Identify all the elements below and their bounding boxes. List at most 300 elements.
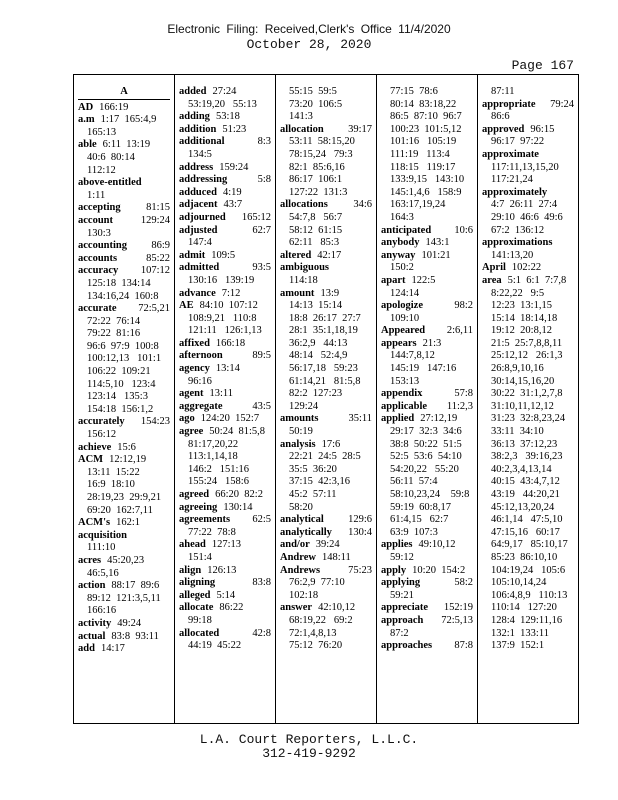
index-entry bbox=[280, 262, 372, 275]
index-refs: 85:22 bbox=[146, 252, 170, 264]
index-refs: 29:10 46:6 49:6 bbox=[491, 211, 563, 223]
index-word: agreed bbox=[179, 489, 210, 500]
index-refs: 40:15 43:4,7,12 bbox=[491, 476, 560, 488]
index-entry bbox=[179, 212, 271, 225]
index-word: applied bbox=[381, 413, 415, 425]
index-word: allocate bbox=[179, 602, 214, 614]
index-entry bbox=[179, 590, 271, 603]
index-refs: 5:8 bbox=[257, 174, 271, 186]
index-continuation bbox=[78, 152, 170, 165]
index-refs: 57:8 bbox=[454, 388, 473, 400]
index-entry bbox=[280, 199, 372, 212]
index-word: analytical bbox=[280, 514, 324, 526]
index-refs: 21:5 25:7,8,8,11 bbox=[491, 337, 563, 349]
index-refs: 96:16 bbox=[188, 375, 212, 387]
index-word: advance bbox=[179, 287, 216, 299]
index-refs: 64:9,17 85:10,17 bbox=[491, 539, 568, 551]
index-continuation bbox=[280, 149, 372, 162]
index-entry bbox=[381, 237, 473, 250]
index-refs: 130:3 bbox=[87, 227, 111, 239]
index-entry bbox=[179, 199, 271, 212]
index-refs: 85:23 86:10,10 bbox=[491, 551, 558, 563]
index-continuation bbox=[381, 376, 473, 389]
index-refs: 66:20 82:2 bbox=[215, 489, 263, 500]
index-refs: 37:15 42:3,16 bbox=[289, 476, 350, 488]
index-entry bbox=[381, 577, 473, 590]
index-continuation bbox=[280, 86, 372, 99]
index-continuation bbox=[78, 353, 170, 366]
index-word: ago bbox=[179, 413, 195, 425]
index-refs: 5:1 6:1 7:7,8 bbox=[507, 274, 567, 286]
index-refs: 75:23 bbox=[348, 564, 372, 576]
index-word: Andrew bbox=[280, 551, 316, 563]
index-column-3 bbox=[275, 75, 376, 723]
index-entry bbox=[78, 253, 170, 266]
index-entry bbox=[381, 401, 473, 414]
index-word: ACM bbox=[78, 454, 104, 466]
index-refs: 82:2 127:23 bbox=[289, 388, 343, 400]
index-refs: 14:17 bbox=[100, 643, 125, 655]
index-continuation bbox=[381, 124, 473, 137]
index-continuation bbox=[280, 401, 372, 414]
index-entry bbox=[179, 489, 271, 502]
index-entry bbox=[280, 514, 372, 527]
index-refs: 55:15 59:5 bbox=[289, 86, 337, 97]
index-refs: 26:8,9,10,16 bbox=[491, 363, 544, 375]
index-continuation bbox=[179, 275, 271, 288]
index-refs: 48:14 52:4,9 bbox=[289, 350, 348, 362]
index-entry bbox=[179, 388, 271, 401]
index-refs: 58:10,23,24 59:8 bbox=[390, 489, 470, 500]
index-refs: 46:1,14 47:5,10 bbox=[491, 514, 563, 526]
index-word: area bbox=[482, 274, 502, 286]
index-word: addition bbox=[179, 123, 217, 135]
index-refs: 123:14 135:3 bbox=[87, 391, 148, 403]
index-entry bbox=[179, 124, 271, 137]
index-continuation bbox=[78, 228, 170, 241]
index-word: achieve bbox=[78, 441, 112, 453]
index-refs: 58:2 bbox=[454, 577, 473, 589]
index-refs: 144:7,8,12 bbox=[390, 350, 435, 362]
index-word: affixed bbox=[179, 337, 210, 349]
index-continuation bbox=[78, 291, 170, 304]
index-refs: 133:9,15 143:10 bbox=[390, 174, 465, 186]
index-entry bbox=[179, 187, 271, 200]
index-refs: 84:10 107:12 bbox=[199, 300, 258, 312]
index-refs: 13:14 bbox=[215, 363, 240, 375]
index-word: anticipated bbox=[381, 224, 432, 236]
index-refs: 104:19,24 105:6 bbox=[491, 564, 566, 576]
index-entry bbox=[482, 99, 574, 112]
index-refs: 2:6,11 bbox=[446, 325, 473, 337]
index-word: apologize bbox=[381, 300, 423, 312]
index-word: adduced bbox=[179, 186, 217, 198]
index-refs: 114:5,10 123:4 bbox=[87, 378, 156, 390]
index-refs: 81:15 bbox=[146, 202, 170, 214]
index-refs: 35:11 bbox=[348, 413, 372, 425]
index-entry bbox=[280, 250, 372, 263]
index-refs: 30:22 31:1,2,7,8 bbox=[491, 388, 563, 400]
index-continuation bbox=[381, 262, 473, 275]
index-entry bbox=[179, 401, 271, 414]
index-word: analytically bbox=[280, 526, 332, 538]
index-entry bbox=[179, 426, 271, 439]
index-refs: 12:12,19 bbox=[109, 454, 147, 466]
index-refs: 58:20 bbox=[289, 501, 313, 513]
index-word: allocation bbox=[280, 123, 324, 135]
index-continuation bbox=[280, 350, 372, 363]
index-continuation bbox=[280, 376, 372, 389]
index-continuation bbox=[482, 162, 574, 175]
index-refs: 165:13 bbox=[87, 126, 117, 138]
index-refs: 86:17 106:1 bbox=[289, 174, 343, 186]
index-continuation bbox=[179, 439, 271, 452]
index-continuation bbox=[482, 388, 574, 401]
index-column-4 bbox=[376, 75, 477, 723]
index-continuation bbox=[280, 388, 372, 401]
index-refs: 45:20,23 bbox=[107, 554, 145, 566]
index-refs: 122:5 bbox=[411, 274, 436, 286]
index-refs: 18:8 26:17 27:7 bbox=[289, 312, 361, 324]
index-word: appropriate bbox=[482, 98, 536, 110]
index-continuation bbox=[78, 328, 170, 341]
index-continuation bbox=[482, 502, 574, 515]
index-refs: 49:10,12 bbox=[418, 539, 456, 551]
index-word: approximate bbox=[482, 148, 539, 160]
index-refs: 129:24 bbox=[140, 214, 170, 226]
index-refs: 145:19 147:16 bbox=[390, 363, 457, 375]
index-continuation bbox=[482, 350, 574, 363]
index-continuation bbox=[179, 615, 271, 628]
index-refs: 13:11 15:22 bbox=[87, 466, 140, 478]
index-refs: 148:11 bbox=[321, 551, 351, 563]
index-refs: 25:12,12 26:1,3 bbox=[491, 350, 563, 362]
index-refs: 73:20 106:5 bbox=[289, 98, 343, 110]
index-refs: 15:6 bbox=[117, 441, 136, 453]
index-word: aligning bbox=[179, 577, 216, 589]
index-continuation bbox=[482, 602, 574, 615]
index-refs: 40:6 80:14 bbox=[87, 151, 135, 163]
index-column-1 bbox=[74, 75, 174, 723]
index-entry bbox=[179, 514, 271, 527]
index-refs: 130:14 bbox=[223, 501, 253, 513]
index-continuation bbox=[482, 401, 574, 414]
index-refs: 42:17 bbox=[317, 249, 342, 261]
index-word: apart bbox=[381, 274, 406, 286]
index-continuation bbox=[179, 325, 271, 338]
index-entry bbox=[482, 124, 574, 137]
index-continuation bbox=[280, 325, 372, 338]
index-word: alleged bbox=[179, 589, 211, 601]
index-refs: 132:1 133:11 bbox=[491, 627, 549, 639]
index-table bbox=[73, 74, 579, 724]
index-refs: 5:14 bbox=[216, 589, 236, 601]
index-refs: 96:17 97:22 bbox=[491, 136, 545, 148]
index-word: accuracy bbox=[78, 265, 119, 277]
index-continuation bbox=[482, 451, 574, 464]
index-refs: 35:5 36:20 bbox=[289, 463, 337, 475]
index-continuation bbox=[482, 111, 574, 124]
index-continuation bbox=[482, 476, 574, 489]
index-refs: 62:5 bbox=[252, 514, 271, 526]
index-continuation bbox=[482, 565, 574, 578]
index-continuation bbox=[179, 313, 271, 326]
index-continuation bbox=[381, 212, 473, 225]
index-word: AD bbox=[78, 101, 94, 113]
index-refs: 93:5 bbox=[252, 262, 271, 274]
index-refs: 47:15,16 60:17 bbox=[491, 526, 560, 538]
index-refs: 125:18 134:14 bbox=[87, 277, 151, 289]
index-refs: 113:1,14,18 bbox=[188, 451, 238, 463]
index-refs: 101:16 105:19 bbox=[390, 136, 457, 148]
index-continuation bbox=[482, 325, 574, 338]
index-refs: 31:23 32:8,23,24 bbox=[491, 413, 566, 425]
index-refs: 45:12,13,20,24 bbox=[491, 501, 555, 513]
index-refs: 43:5 bbox=[252, 400, 271, 412]
index-word: address bbox=[179, 161, 214, 173]
index-entry bbox=[78, 555, 170, 568]
index-refs: 109:5 bbox=[211, 249, 236, 261]
index-refs: 53:11 58:15,20 bbox=[289, 136, 355, 148]
index-continuation bbox=[179, 640, 271, 653]
index-continuation bbox=[280, 136, 372, 149]
index-refs: 146:2 151:16 bbox=[188, 463, 249, 475]
index-continuation bbox=[280, 577, 372, 590]
index-entry bbox=[78, 114, 170, 127]
index-continuation bbox=[179, 149, 271, 162]
index-refs: 166:16 bbox=[87, 605, 117, 617]
index-refs: 38:2,3 39:16,23 bbox=[491, 451, 563, 463]
index-continuation bbox=[381, 628, 473, 641]
index-refs: 14:13 15:14 bbox=[289, 300, 343, 312]
index-continuation bbox=[179, 552, 271, 565]
index-refs: 10:20 154:2 bbox=[412, 564, 466, 576]
index-refs: 46:5,16 bbox=[87, 567, 119, 579]
index-entry bbox=[179, 86, 271, 99]
index-refs: 59:19 60:8,17 bbox=[390, 501, 451, 513]
index-entry bbox=[78, 102, 170, 115]
index-refs: 67:2 136:12 bbox=[491, 224, 545, 236]
index-refs: 117:21,24 bbox=[491, 174, 533, 186]
index-refs: 134:16,24 160:8 bbox=[87, 290, 159, 302]
index-entry bbox=[179, 225, 271, 238]
index-refs: 52:5 53:6 54:10 bbox=[390, 451, 462, 463]
index-continuation bbox=[78, 593, 170, 606]
index-continuation bbox=[482, 439, 574, 452]
index-refs: 152:19 bbox=[443, 602, 473, 614]
index-continuation bbox=[482, 539, 574, 552]
index-continuation bbox=[78, 127, 170, 140]
index-word: ambiguous bbox=[280, 262, 330, 274]
index-word: analysis bbox=[280, 438, 316, 450]
index-continuation bbox=[280, 464, 372, 477]
index-refs: 77:15 78:6 bbox=[390, 86, 438, 97]
index-refs: 61:14,21 81:5,8 bbox=[289, 375, 361, 387]
index-refs: 19:12 20:8,12 bbox=[491, 325, 552, 337]
index-refs: 12:23 13:1,15 bbox=[491, 300, 552, 312]
index-refs: 51:23 bbox=[222, 123, 247, 135]
index-refs: 129:6 bbox=[348, 514, 372, 526]
index-refs: 128:4 129:11,16 bbox=[491, 614, 563, 626]
index-word: amounts bbox=[280, 413, 319, 425]
index-entry bbox=[381, 225, 473, 238]
index-refs: 127:13 bbox=[211, 539, 242, 551]
index-refs: 126:13 bbox=[207, 564, 237, 576]
index-refs: 33:11 34:10 bbox=[491, 426, 544, 438]
index-entry bbox=[381, 325, 473, 338]
index-refs: 110:14 127:20 bbox=[491, 602, 557, 614]
index-refs: 108:9,21 110:8 bbox=[188, 312, 257, 324]
index-continuation bbox=[482, 640, 574, 653]
index-refs: 63:9 107:3 bbox=[390, 526, 438, 538]
index-refs: 154:23 bbox=[140, 416, 170, 428]
index-continuation bbox=[78, 165, 170, 178]
index-continuation bbox=[482, 577, 574, 590]
index-continuation bbox=[381, 464, 473, 477]
index-entry bbox=[78, 202, 170, 215]
index-entry bbox=[78, 240, 170, 253]
index-entry bbox=[78, 139, 170, 152]
index-refs: 40:2,3,4,13,14 bbox=[491, 463, 552, 475]
index-word: approved bbox=[482, 123, 525, 135]
index-refs: 164:3 bbox=[390, 211, 414, 223]
index-refs: 43:19 44:20,21 bbox=[491, 489, 560, 500]
index-continuation bbox=[280, 300, 372, 313]
index-continuation bbox=[381, 451, 473, 464]
index-word: allocations bbox=[280, 199, 328, 211]
index-refs: 129:24 bbox=[289, 400, 319, 412]
index-refs: 75:12 76:20 bbox=[289, 640, 343, 652]
index-continuation bbox=[280, 426, 372, 439]
index-refs: 30:14,15,16,20 bbox=[491, 375, 555, 387]
index-entry bbox=[381, 300, 473, 313]
index-refs: 42:8 bbox=[252, 627, 271, 639]
index-continuation bbox=[78, 366, 170, 379]
index-refs: 21:3 bbox=[422, 337, 442, 349]
index-entry bbox=[78, 530, 170, 543]
index-entry bbox=[280, 124, 372, 137]
index-word: appreciate bbox=[381, 602, 429, 614]
index-entry bbox=[280, 552, 372, 565]
index-entry bbox=[78, 643, 170, 656]
index-word: appears bbox=[381, 337, 417, 349]
index-refs: 15:14 18:14,18 bbox=[491, 312, 558, 324]
index-entry bbox=[78, 618, 170, 631]
section-letter: A bbox=[78, 86, 170, 100]
index-continuation bbox=[78, 341, 170, 354]
index-continuation bbox=[280, 590, 372, 603]
index-continuation bbox=[78, 190, 170, 203]
index-refs: 99:18 bbox=[188, 614, 212, 626]
index-continuation bbox=[381, 187, 473, 200]
index-word: afternoon bbox=[179, 350, 223, 362]
index-refs: 72:22 76:14 bbox=[87, 315, 141, 327]
index-entry bbox=[381, 275, 473, 288]
index-continuation bbox=[280, 99, 372, 112]
index-entry bbox=[179, 363, 271, 376]
index-word: adding bbox=[179, 111, 210, 123]
index-continuation bbox=[179, 464, 271, 477]
page-number: Page 167 bbox=[511, 58, 574, 73]
index-refs: 27:12,19 bbox=[420, 413, 458, 425]
reporter-phone: 312-419-9292 bbox=[262, 746, 356, 761]
document-date: October 28, 2020 bbox=[246, 37, 372, 52]
index-refs: 7:12 bbox=[221, 287, 241, 299]
index-continuation bbox=[78, 278, 170, 291]
index-refs: 87:2 bbox=[390, 627, 409, 639]
index-refs: 105:10,14,24 bbox=[491, 577, 547, 589]
index-refs: 38:8 50:22 51:5 bbox=[390, 438, 462, 450]
index-entry bbox=[78, 517, 170, 530]
index-continuation bbox=[280, 225, 372, 238]
index-entry bbox=[179, 136, 271, 149]
index-refs: 8:3 bbox=[257, 136, 271, 148]
index-continuation bbox=[381, 86, 473, 99]
index-refs: 58:12 61:15 bbox=[289, 224, 343, 236]
index-entry bbox=[179, 111, 271, 124]
index-word: aggregate bbox=[179, 400, 223, 412]
index-refs: 118:15 119:17 bbox=[390, 161, 456, 173]
index-word: addressing bbox=[179, 174, 228, 186]
index-refs: 100:23 101:5,12 bbox=[390, 123, 462, 135]
index-entry bbox=[381, 615, 473, 628]
index-refs: 147:4 bbox=[188, 237, 212, 249]
index-refs: 72:1,4,8,13 bbox=[289, 627, 337, 639]
index-refs: 13:9 bbox=[320, 287, 340, 299]
index-entry bbox=[78, 177, 170, 190]
index-continuation bbox=[381, 476, 473, 489]
index-entry bbox=[179, 288, 271, 301]
index-continuation bbox=[482, 225, 574, 238]
index-continuation bbox=[381, 136, 473, 149]
index-entry bbox=[179, 628, 271, 641]
reporter-name: L.A. Court Reporters, L.L.C. bbox=[199, 732, 419, 747]
index-refs: 101:21 bbox=[421, 249, 451, 261]
index-continuation bbox=[482, 363, 574, 376]
index-continuation bbox=[78, 568, 170, 581]
index-refs: 50:24 81:5,8 bbox=[209, 426, 266, 438]
index-refs: 72:5,13 bbox=[441, 614, 473, 626]
index-refs: 100:12,13 101:1 bbox=[87, 353, 162, 365]
index-entry bbox=[78, 416, 170, 429]
index-refs: 89:5 bbox=[252, 350, 271, 362]
index-entry bbox=[179, 413, 271, 426]
index-refs: 109:10 bbox=[390, 312, 420, 324]
index-refs: 44:19 45:22 bbox=[188, 640, 242, 652]
index-entry bbox=[381, 640, 473, 653]
index-continuation bbox=[482, 313, 574, 326]
index-entry bbox=[381, 539, 473, 552]
index-entry bbox=[381, 250, 473, 263]
index-continuation bbox=[482, 413, 574, 426]
index-refs: 86:6 bbox=[491, 111, 510, 123]
index-refs: 137:9 152:1 bbox=[491, 640, 545, 652]
index-refs: 16:9 18:10 bbox=[87, 479, 135, 491]
index-refs: 166:18 bbox=[215, 337, 246, 349]
index-entry bbox=[179, 162, 271, 175]
index-entry bbox=[179, 174, 271, 187]
index-continuation bbox=[482, 250, 574, 263]
index-entry bbox=[381, 413, 473, 426]
index-word: Appeared bbox=[381, 325, 426, 337]
index-continuation bbox=[482, 514, 574, 527]
index-refs: 27:24 bbox=[212, 86, 237, 97]
index-continuation bbox=[280, 640, 372, 653]
index-entry bbox=[280, 413, 372, 426]
index-refs: 145:1,4,6 158:9 bbox=[390, 186, 462, 198]
index-continuation bbox=[280, 187, 372, 200]
index-refs: 114:18 bbox=[289, 274, 318, 286]
